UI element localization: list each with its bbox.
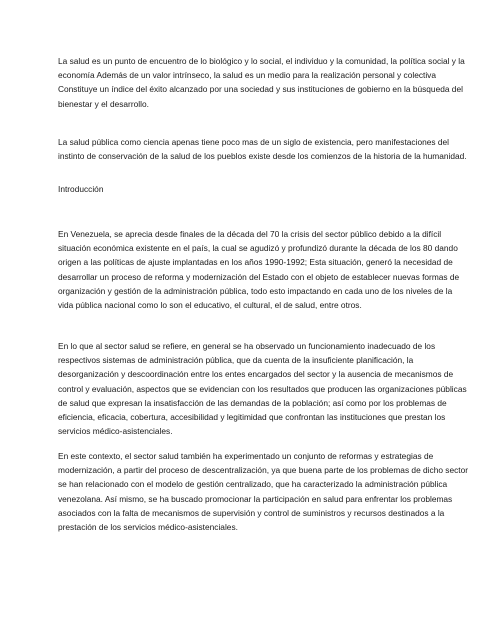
paragraph-venezuela-crisis: En Venezuela, se aprecia desde finales de la década del 70 la crisis del sector público debido a la difícil situación económica existente en el país, la cual se agudizó y profundizó durante la década de los 80 dando origen a las políticas de ajuste implantadas en los años 1990-1992; Esta situación, generó la necesidad de desarrollar un proceso de reforma y modernización del Estado con el objeto de establecer nuevas formas de organización y gestión de la administración pública, todo esto impactando en cada uno de los niveles de la vida pública nacional como lo son el educativo, el cultural, el de salud, entre otros. — [58, 229, 460, 311]
paragraph-public-health: La salud pública como ciencia apenas tiene poco mas de un siglo de existencia, pero manifestaciones del instinto de conservación de la salud de los pueblos existe desde los comienzos de la historia de la humanidad. — [58, 137, 467, 162]
section-heading-introduccion: Introducción — [58, 184, 104, 194]
paragraph-health-sector: En lo que al sector salud se refiere, en general se ha observado un funcionamiento inadecuado de los respectivos sistemas de administración pública, que da cuenta de la insuficiente planificación, la desorganización y descoordinación entre los entes encargados del sector y la ausencia de mecanismos de control y evaluación, aspectos que se evidencian con los resultados que producen las organizaciones públicas de salud que expresan la insatisfacción de las demandas de la población; así como por los problemas de eficiencia, eficacia, cobertura, accesibilidad y legitimidad que confrontan las instituciones que prestan los servicios médico-asistenciales. — [58, 341, 467, 437]
paragraph-decentralization: En este contexto, el sector salud también ha experimentado un conjunto de reformas y estrategias de modernización, a partir del proceso de descentralización, ya que buena parte de los problemas de dicho sector se han relacionado con el modelo de gestión centralizado, que ha caracterizado la administración pública venezolana. Así mismo, se ha buscado promocionar la participación en salud para enfrentar los problemas asociados con la falta de mecanismos de supervisión y control de suministros y recursos destinados a la prestación de los servicios médico-asistenciales. — [58, 451, 469, 533]
paragraph-health-definition: La salud es un punto de encuentro de lo biológico y lo social, el individuo y la comunidad, la política social y la economía Además de un valor intrínseco, la salud es un medio para la realización personal y colectiva Constituye un índice del éxito alcanzado por una sociedad y sus instituciones de gobierno en la búsqueda del bienestar y el desarrollo. — [58, 56, 465, 109]
